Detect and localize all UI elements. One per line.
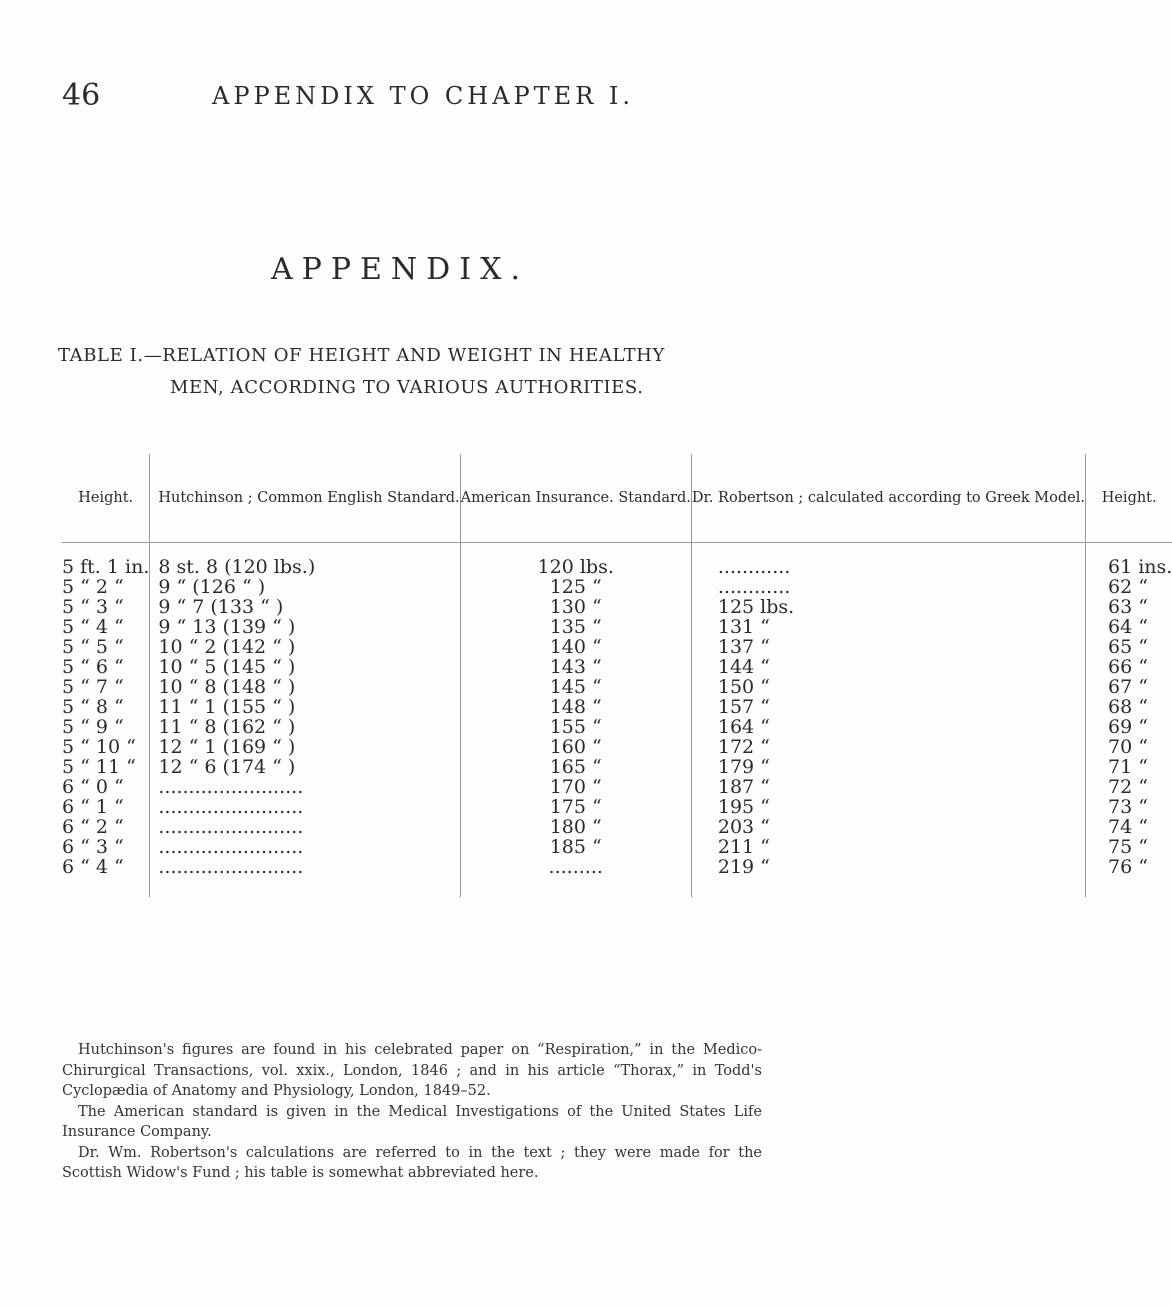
cell-height: 6 “ 3 “ [62, 836, 124, 858]
cell-height-inches: 68 “ [1086, 697, 1172, 717]
cell-hutchinson: 11 “ 1 (155 “ ) [150, 697, 460, 717]
cell-height: 5 “ 2 “ [62, 576, 124, 598]
table-row [62, 817, 1172, 837]
cell-height: 5 “ 5 “ [62, 636, 124, 658]
cell-hutchinson: ........................ [150, 857, 460, 897]
cell-robertson: 150 “ [691, 677, 1085, 697]
running-head: APPENDIX TO CHAPTER I. [212, 82, 635, 110]
cell-hutchinson: 10 “ 5 (145 “ ) [150, 657, 460, 677]
table-body [62, 543, 1172, 898]
page-number: 46 [62, 78, 101, 113]
cell-hutchinson: 11 “ 8 (162 “ ) [150, 717, 460, 737]
cell-height-inches: 70 “ [1086, 737, 1172, 757]
cell-hutchinson: 9 “ 13 (139 “ ) [150, 617, 460, 637]
cell-hutchinson: 12 “ 1 (169 “ ) [150, 737, 460, 757]
table-row [62, 797, 1172, 817]
cell-american: 180 “ [460, 817, 691, 837]
cell-height: 6 “ 2 “ [62, 816, 124, 838]
cell-hutchinson: 10 “ 2 (142 “ ) [150, 637, 460, 657]
column-header-american: American Insurance. Standard. [460, 454, 691, 543]
cell-height: 5 “ 4 “ [62, 616, 124, 638]
table-row [62, 697, 1172, 717]
cell-american: 170 “ [460, 777, 691, 797]
cell-height: 5 “ 8 “ [62, 696, 124, 718]
cell-robertson: 179 “ [691, 757, 1085, 777]
column-header-hutchinson: Hutchinson ; Common English Standard. [150, 454, 460, 543]
cell-american: 130 “ [460, 597, 691, 617]
cell-hutchinson: 10 “ 8 (148 “ ) [150, 677, 460, 697]
cell-robertson: 187 “ [691, 777, 1085, 797]
cell-american: 143 “ [460, 657, 691, 677]
cell-height-inches: 65 “ [1086, 637, 1172, 657]
cell-height: 6 “ 0 “ [62, 776, 124, 798]
cell-hutchinson: ........................ [150, 797, 460, 817]
cell-american: ......... [460, 857, 691, 897]
appendix-title: APPENDIX. [271, 252, 529, 287]
table-row [62, 543, 1172, 578]
table-row [62, 837, 1172, 857]
column-header-height-inches: Height. [1086, 454, 1172, 543]
note-hutchinson: Hutchinson's figures are found in his celebrated paper on “Respiration,” in the Medico-Chirurgical Transactions, vol. xxix., London, 1846 ; and in his article “Thorax,” in Todd's Cyclopædia of Anatomy and Physiology, London, 1849–52. [62, 1042, 762, 1099]
cell-height: 5 “ 11 “ [62, 756, 136, 778]
cell-american: 148 “ [460, 697, 691, 717]
cell-height-inches: 67 “ [1086, 677, 1172, 697]
cell-height-inches: 63 “ [1086, 597, 1172, 617]
cell-robertson: 144 “ [691, 657, 1085, 677]
cell-robertson: 211 “ [691, 837, 1085, 857]
table-row [62, 717, 1172, 737]
column-header-robertson: Dr. Robertson ; calculated according to Greek Model. [691, 454, 1085, 543]
cell-height: 5 “ 6 “ [62, 656, 124, 678]
cell-height: 5 “ 10 “ [62, 736, 136, 758]
cell-robertson: 131 “ [691, 617, 1085, 637]
cell-american: 185 “ [460, 837, 691, 857]
table-row [62, 737, 1172, 757]
table-row [62, 577, 1172, 597]
cell-robertson: ............ [691, 577, 1085, 597]
note-american: The American standard is given in the Medical Investigations of the United States Life Insurance Company. [62, 1103, 762, 1140]
table-row [62, 757, 1172, 777]
cell-robertson: 195 “ [691, 797, 1085, 817]
cell-robertson: 137 “ [691, 637, 1085, 657]
cell-height-inches: 66 “ [1086, 657, 1172, 677]
cell-hutchinson: ........................ [150, 777, 460, 797]
cell-height-inches: 69 “ [1086, 717, 1172, 737]
table-row [62, 637, 1172, 657]
cell-hutchinson: 9 “ 7 (133 “ ) [150, 597, 460, 617]
table-title-line-2: MEN, ACCORDING TO VARIOUS AUTHORITIES. [170, 377, 644, 398]
cell-american: 140 “ [460, 637, 691, 657]
column-header-height: Height. [62, 454, 150, 543]
cell-american: 160 “ [460, 737, 691, 757]
table-notes [62, 1040, 762, 1184]
cell-robertson: 203 “ [691, 817, 1085, 837]
table-row [62, 677, 1172, 697]
cell-hutchinson: 8 st. 8 (120 lbs.) [150, 543, 460, 578]
note-robertson: Dr. Wm. Robertson's calculations are referred to in the text ; they were made for the Scottish Widow's Fund ; his table is somewhat abbreviated here. [62, 1144, 762, 1181]
cell-height-inches: 61 ins. [1086, 543, 1172, 578]
cell-robertson: 219 “ [691, 857, 1085, 897]
cell-hutchinson: ........................ [150, 837, 460, 857]
cell-american: 145 “ [460, 677, 691, 697]
cell-height: 5 “ 3 “ [62, 596, 124, 618]
cell-robertson: 125 lbs. [691, 597, 1085, 617]
cell-height: 6 “ 4 “ [62, 856, 124, 878]
cell-american: 125 “ [460, 577, 691, 597]
cell-robertson: 157 “ [691, 697, 1085, 717]
cell-hutchinson: 12 “ 6 (174 “ ) [150, 757, 460, 777]
table-title [58, 340, 758, 404]
cell-height-inches: 62 “ [1086, 577, 1172, 597]
cell-height: 5 ft. 1 in. [62, 556, 150, 578]
table-header-row [62, 454, 1172, 543]
cell-robertson: 172 “ [691, 737, 1085, 757]
cell-height-inches: 74 “ [1086, 817, 1172, 837]
cell-hutchinson: 9 “ (126 “ ) [150, 577, 460, 597]
cell-height-inches: 72 “ [1086, 777, 1172, 797]
table-row [62, 657, 1172, 677]
cell-american: 165 “ [460, 757, 691, 777]
table-row [62, 777, 1172, 797]
cell-height-inches: 73 “ [1086, 797, 1172, 817]
cell-height: 5 “ 7 “ [62, 676, 124, 698]
table-row [62, 857, 1172, 897]
cell-american: 135 “ [460, 617, 691, 637]
cell-height-inches: 71 “ [1086, 757, 1172, 777]
cell-height-inches: 76 “ [1086, 857, 1172, 897]
cell-height-inches: 75 “ [1086, 837, 1172, 857]
table-row [62, 597, 1172, 617]
table-title-line-1: TABLE I.—RELATION OF HEIGHT AND WEIGHT IN HEALTHY [58, 345, 665, 366]
cell-height: 5 “ 9 “ [62, 716, 124, 738]
cell-american: 175 “ [460, 797, 691, 817]
cell-robertson: ............ [691, 543, 1085, 578]
page-header [62, 78, 738, 118]
cell-american: 120 lbs. [460, 543, 691, 578]
cell-hutchinson: ........................ [150, 817, 460, 837]
height-weight-table [62, 454, 1172, 897]
cell-robertson: 164 “ [691, 717, 1085, 737]
cell-height-inches: 64 “ [1086, 617, 1172, 637]
table-row [62, 617, 1172, 637]
cell-height: 6 “ 1 “ [62, 796, 124, 818]
cell-american: 155 “ [460, 717, 691, 737]
